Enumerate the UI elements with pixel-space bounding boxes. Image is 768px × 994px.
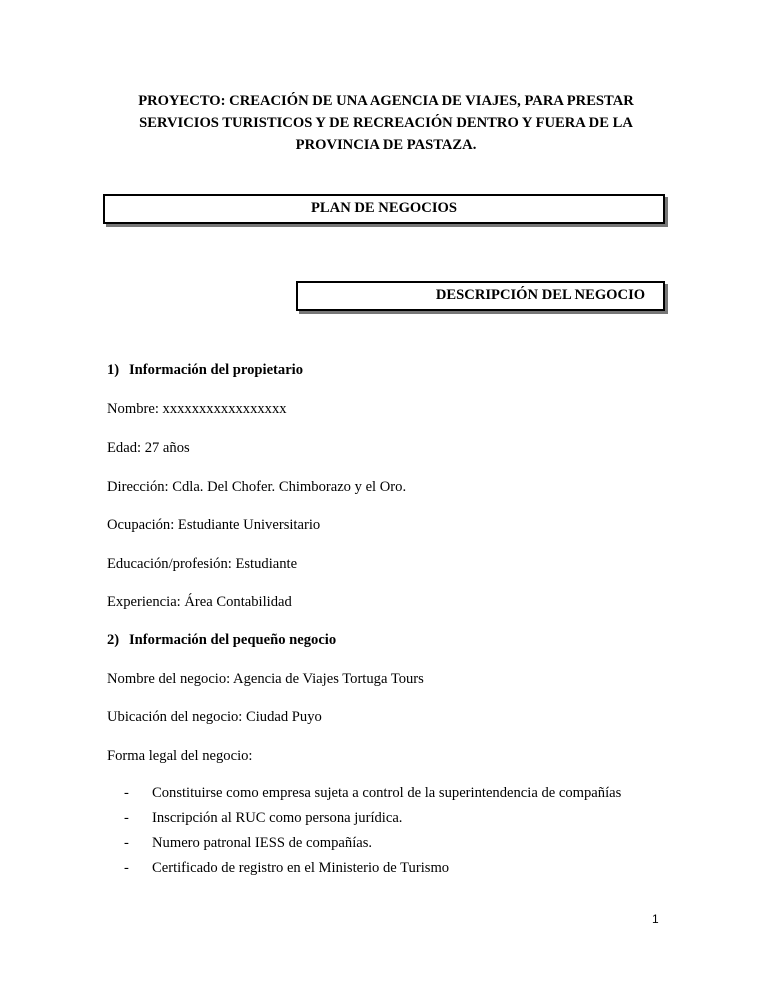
title-line: PROVINCIA DE PASTAZA. (295, 137, 477, 153)
bullet-marker: - (124, 785, 129, 801)
section-1-title: Información del propietario (129, 362, 304, 378)
section-2-title: Información del pequeño negocio (129, 632, 337, 648)
owner-name: Nombre: xxxxxxxxxxxxxxxxx (107, 401, 287, 417)
list-item-text: Numero patronal IESS de compañías. (152, 835, 373, 851)
list-item (124, 860, 621, 885)
business-name: Nombre del negocio: Agencia de Viajes Tortuga Tours (107, 671, 424, 687)
title-line: PROYECTO: CREACIÓN DE UNA AGENCIA DE VIAJES, PARA PRESTAR (138, 93, 634, 109)
page-number: 1 (652, 912, 659, 926)
plan-de-negocios-box (103, 194, 665, 224)
legal-requirements-list (124, 785, 621, 885)
descripcion-negocio-box (296, 281, 665, 311)
section-1-heading (107, 362, 303, 380)
owner-address: Dirección: Cdla. Del Chofer. Chimborazo y el Oro. (107, 479, 407, 495)
list-item (124, 785, 621, 810)
business-legal-form: Forma legal del negocio: (107, 748, 253, 764)
list-item (124, 810, 621, 835)
list-item-text: Constituirse como empresa sujeta a control de la superintendencia de compañías (152, 785, 622, 801)
owner-age: Edad: 27 años (107, 440, 190, 456)
section-2-heading (107, 632, 336, 650)
owner-education: Educación/profesión: Estudiante (107, 556, 298, 572)
bullet-marker: - (124, 810, 129, 826)
list-item-text: Inscripción al RUC como persona jurídica. (152, 810, 403, 826)
owner-experience: Experiencia: Área Contabilidad (107, 594, 292, 610)
bullet-marker: - (124, 860, 129, 876)
owner-occupation: Ocupación: Estudiante Universitario (107, 517, 321, 533)
section-1-number: 1) (107, 362, 120, 378)
list-item-text: Certificado de registro en el Ministerio de Turismo (152, 860, 450, 876)
bullet-marker: - (124, 835, 129, 851)
plan-de-negocios-label: PLAN DE NEGOCIOS (311, 200, 457, 217)
title-line: SERVICIOS TURISTICOS Y DE RECREACIÓN DENTRO Y FUERA DE LA (139, 115, 633, 131)
descripcion-negocio-label: DESCRIPCIÓN DEL NEGOCIO (435, 287, 646, 304)
section-2-number: 2) (107, 632, 120, 648)
document-title (108, 90, 664, 156)
business-location: Ubicación del negocio: Ciudad Puyo (107, 709, 322, 725)
list-item (124, 835, 621, 860)
